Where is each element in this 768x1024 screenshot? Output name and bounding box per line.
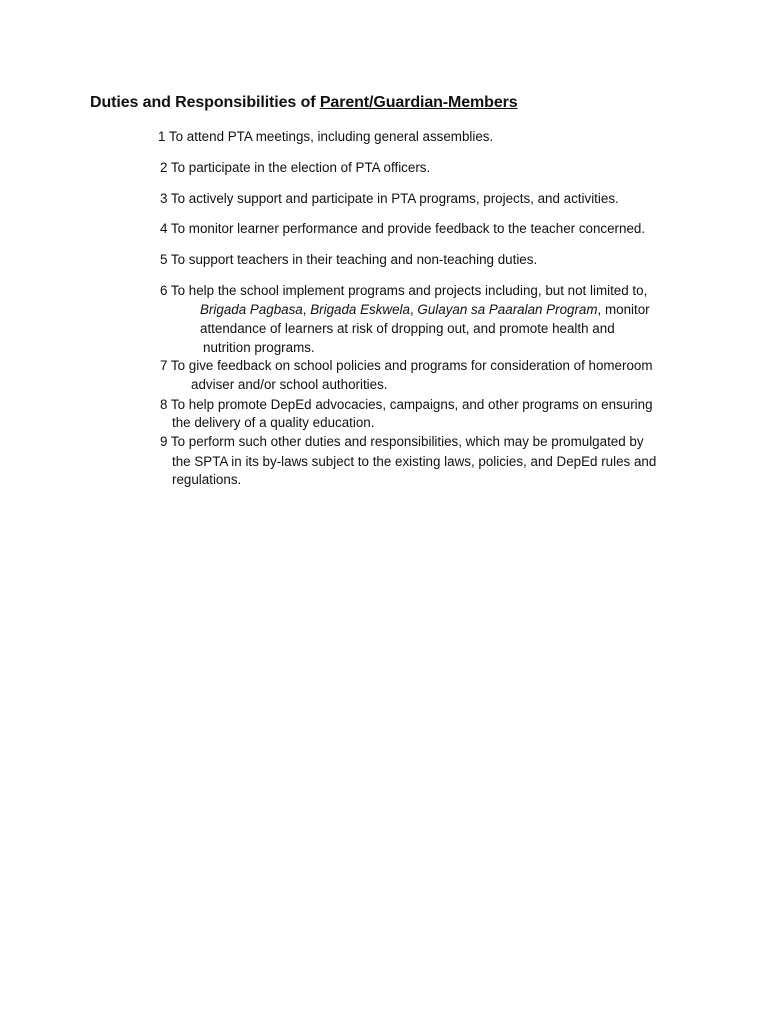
duty-item-6-line-4: nutrition programs. — [203, 340, 315, 355]
duty-item-1: 1 To attend PTA meetings, including general assemblies. — [158, 129, 494, 144]
title-underlined: Parent/Guardian-Members — [319, 94, 518, 111]
duty-item-6-line-1: 6 To help the school implement programs and projects including, but not limited to, — [160, 283, 648, 298]
duty-item-7-line-2: adviser and/or school authorities. — [191, 377, 388, 392]
program-brigada-eskwela: Brigada Eskwela — [310, 302, 410, 317]
duty-item-8-line-1: 8 To help promote DepEd advocacies, campaigns, and other programs on ensuring — [160, 397, 653, 412]
duty-item-5: 5 To support teachers in their teaching and non-teaching duties. — [160, 252, 538, 267]
duty-item-7-line-1: 7 To give feedback on school policies and programs for consideration of homeroom — [160, 358, 653, 373]
title-prefix: Duties and Responsibilities of — [90, 94, 320, 111]
duty-item-9-line-1: 9 To perform such other duties and responsibilities, which may be promulgated by — [160, 434, 644, 449]
duty-item-4: 4 To monitor learner performance and provide feedback to the teacher concerned. — [160, 221, 646, 236]
duty-item-6-line-2 — [200, 301, 650, 319]
program-gulayan: Gulayan sa Paaralan Program — [417, 302, 598, 317]
duty-item-9-line-2: the SPTA in its by-laws subject to the existing laws, policies, and DepEd rules and — [172, 454, 657, 469]
duty-item-2: 2 To participate in the election of PTA officers. — [160, 160, 431, 175]
separator: , — [409, 302, 418, 317]
duty-item-3: 3 To actively support and participate in PTA programs, projects, and activities. — [160, 191, 619, 206]
duty-item-9-line-3: regulations. — [172, 472, 242, 487]
program-brigada-pagbasa: Brigada Pagbasa — [200, 302, 303, 317]
separator: , — [302, 302, 311, 317]
line-tail: , monitor — [597, 302, 650, 317]
document-title — [90, 94, 518, 112]
duty-item-8-line-2: the delivery of a quality education. — [172, 415, 375, 430]
duty-item-6-line-3: attendance of learners at risk of dropping out, and promote health and — [200, 321, 615, 336]
